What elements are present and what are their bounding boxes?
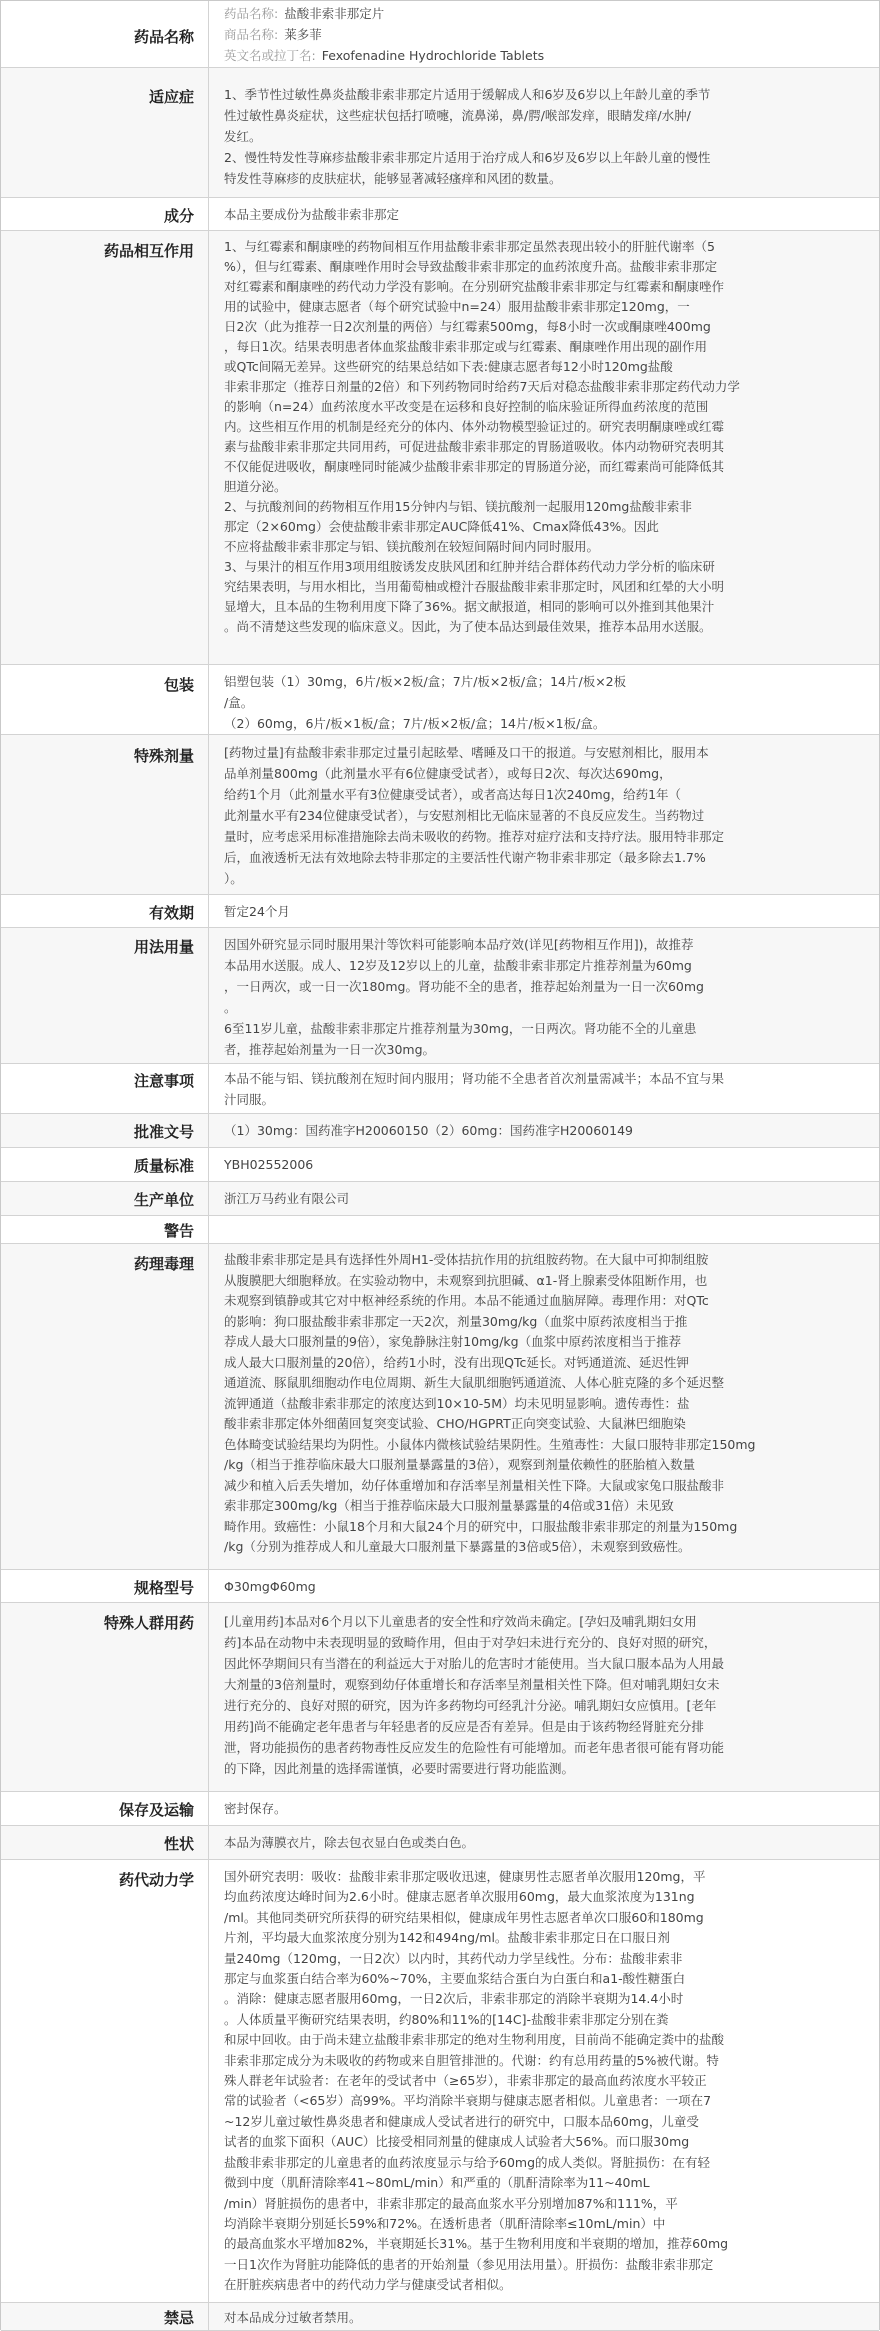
text-line: 常的试验者（<65岁）高99%。平均消除半衰期与健康志愿者相似。儿童患者：一项在7: [224, 2093, 712, 2109]
drug-name-label: 药品名称:: [224, 6, 279, 21]
text-line: [儿童用药]本品对6个月以下儿童患者的安全性和疗效尚未确定。[孕妇及哺乳期妇女用: [224, 1614, 697, 1629]
text-line: 不仅能促进吸收，酮康唑同时能减少盐酸非索非那定的胃肠道分泌，而红霉素尚可能降低其: [224, 459, 725, 474]
special-groups-text: [224, 1611, 867, 1779]
text-line: 2、慢性特发性荨麻疹盐酸非索非那定片适用于治疗成人和6岁及6岁以上年龄儿童的慢性: [224, 150, 711, 165]
paragraph: [224, 1867, 867, 2296]
row-label: 药理毒理: [1, 1244, 209, 1569]
text-line: 流钾通道（盐酸非索非那定的浓度达到10×10-5M）均未见明显影响。遗传毒性：盐: [224, 1395, 690, 1411]
pharmacokinetics-text: [224, 1867, 867, 2296]
text-line: 因此怀孕期间只有当潜在的利益远大于对胎儿的危害时才能使用。当大鼠口服本品为人用最: [224, 1656, 725, 1671]
paragraph: [224, 1250, 867, 1558]
paragraph: [224, 497, 867, 557]
text-line: 因国外研究显示同时服用果汁等饮料可能影响本品疗效(详见[药物相互作用])，故推荐: [224, 937, 694, 952]
special-dose-text: [224, 742, 867, 889]
row-validity: [1, 895, 879, 928]
text-line: 畸作用。致癌性：小鼠18个月和大鼠24个月的研究中，口服盐酸非索非那定的剂量为150mg: [224, 1518, 738, 1534]
text-line: %），但与红霉素、酮康唑作用时会导致盐酸非索非那定的血药浓度升高。盐酸非索非那定: [224, 259, 718, 274]
row-ingredients: [1, 198, 879, 231]
interactions-text: [224, 237, 867, 637]
appearance-text: 本品为薄膜衣片，除去包衣显白色或类白色。: [224, 1835, 475, 1850]
text-line: 片剂，平均最大血浆浓度分别为142和494ng/ml。盐酸非索非那定日在口服日剂: [224, 1930, 670, 1946]
text-line: 特发性荨麻疹的皮肤症状，能够显著减轻瘙痒和风团的数量。: [224, 171, 562, 186]
text-line: 和尿中回收。由于尚未建立盐酸非索非那定的绝对生物利用度，目前尚不能确定粪中的盐酸: [224, 2032, 725, 2048]
text-line: （2）60mg，6片/板×1板/盒；7片/板×2板/盒；14片/板×1板/盒。: [224, 716, 606, 731]
text-line: 本品不能与铝、镁抗酸剂在短时间内服用；肾功能不全患者首次剂量需减半；本品不宜与果: [224, 1071, 725, 1086]
row-label: 有效期: [1, 895, 209, 927]
text-line: 的影响（n=24）血药浓度水平改变是在运移和良好控制的临床验证所得血药浓度的范围: [224, 399, 709, 414]
drug-name: 盐酸非索非那定片: [284, 6, 385, 21]
row-packaging: [1, 665, 879, 735]
text-line: 铝塑包装（1）30mg，6片/板×2板/盒；7片/板×2板/盒；14片/板×2板: [224, 674, 627, 689]
standard-text: YBH02552006: [224, 1157, 314, 1172]
text-line: 非索非那定成分为未吸收的药物或来自胆管排泄的。代谢：约有总用药量的5%被代谢。特: [224, 2052, 719, 2068]
row-label: 药品名称: [1, 1, 209, 67]
text-line: ，每日1次。结果表明患者体血浆盐酸非索非那定或与红霉素、酮康唑作用出现的副作用: [224, 339, 707, 354]
row-label: 警告: [1, 1216, 209, 1243]
row-drug-name: [1, 1, 879, 68]
row-manufacturer: [1, 1182, 879, 1216]
text-line: 的影响：狗口服盐酸非索非那定一天2次，剂量30mg/kg（血浆中原药浓度相当于推: [224, 1313, 688, 1329]
text-line: 通道流、豚鼠肌细胞动作电位周期、新生大鼠肌细胞钙通道流、人体心脏克隆的多个延迟整: [224, 1375, 725, 1390]
row-label: 适应症: [1, 68, 209, 197]
text-line: 本品用水送服。成人、12岁及12岁以上的儿童，盐酸非索非那定片推荐剂量为60mg: [224, 958, 692, 973]
paragraph: [224, 1068, 867, 1110]
text-line: 的最高血浆水平增加82%，半衰期延长31%。基于生物利用度和半衰期的增加，推荐60mg: [224, 2236, 729, 2252]
storage-text: 密封保存。: [224, 1801, 287, 1816]
text-line: 品单剂量800mg（此剂量水平有6位健康受试者），或每日2次、每次达690mg，: [224, 766, 672, 781]
text-line: 1、与红霉素和酮康唑的药物间相互作用盐酸非索非那定虽然表现出较小的肝脏代谢率（5: [224, 239, 715, 254]
row-label: 保存及运输: [1, 1792, 209, 1825]
text-line: 素与盐酸非索非那定共同用药，可促进盐酸非索非那定的胃肠道吸收。体内动物研究表明其: [224, 439, 725, 454]
paragraph: [224, 237, 867, 497]
row-storage: [1, 1792, 879, 1826]
row-label: 规格型号: [1, 1570, 209, 1602]
trade-name-label: 商品名称:: [224, 27, 279, 42]
paragraph: [224, 1018, 867, 1060]
row-spec: [1, 1570, 879, 1603]
text-line: 盐酸非索非那定的儿童患者的血药浓度显示与给予60mg的成人类似。肾脏损伤：在有轻: [224, 2154, 711, 2170]
approval-text: （1）30mg：国药准字H20060150（2）60mg：国药准字H20060149: [224, 1123, 633, 1138]
paragraph: [224, 1611, 867, 1779]
row-label: 药品相互作用: [1, 231, 209, 664]
text-line: 微到中度（肌酐清除率41~80mL/min）和严重的（肌酐清除率为11~40mL: [224, 2175, 650, 2191]
text-line: 对红霉素和酮康唑的药代动力学没有影响。在分别研究盐酸非索非那定与红霉素和酮康唑作: [224, 279, 725, 294]
text-line: 。消除：健康志愿者服用60mg，一日2次后，非索非那定的消除半衰期为14.4小时: [224, 1991, 684, 2007]
text-line: 均消除半衰期分别延长59%和72%。在透析患者（肌酐清除率≤10mL/min）中: [224, 2215, 666, 2231]
row-label: 注意事项: [1, 1064, 209, 1113]
text-line: 此剂量水平有234位健康受试者），与安慰剂相比无临床显著的不良反应发生。当药物过: [224, 808, 705, 823]
text-line: 索非那定300mg/kg（相当于推荐临床最大口服剂量暴露量的4倍或31倍）未见致: [224, 1498, 674, 1513]
row-contraindications: [1, 2303, 879, 2331]
text-line: 成人最大口服剂量的20倍），给药1小时，没有出现QTc延长。对钙通道流、延迟性钾: [224, 1354, 689, 1370]
text-line: 那定与血浆蛋白结合率为60%~70%，主要血浆结合蛋白为白蛋白和a1-酸性糖蛋白: [224, 1971, 686, 1987]
text-line: 者，推荐起始剂量为一日一次30mg。: [224, 1042, 436, 1057]
text-line: 究结果表明，与用水相比，当用葡萄柚或橙汁吞服盐酸非索非那定时，风团和红晕的大小明: [224, 579, 725, 594]
paragraph: [224, 147, 867, 189]
row-label: 特殊剂量: [1, 735, 209, 894]
text-line: 不应将盐酸非索非那定与铝、镁抗酸剂在较短间隔时间内同时服用。: [224, 539, 600, 554]
row-label: 性状: [1, 1826, 209, 1859]
text-line: 发红。: [224, 129, 262, 144]
text-line: 汁同服。: [224, 1092, 275, 1107]
text-line: ~12岁儿童过敏性鼻炎患者和健康成人受试者进行的研究中，口服本品60mg，儿童受: [224, 2113, 699, 2129]
row-label: 禁忌: [1, 2303, 209, 2330]
text-line: 一日1次作为肾脏功能降低的患者的开始剂量（参见用法用量）。肝损伤：盐酸非索非那定: [224, 2256, 714, 2272]
row-interactions: [1, 231, 879, 665]
row-label: 成分: [1, 198, 209, 230]
pharmacology-text: [224, 1250, 867, 1558]
text-line: 或QTc间隔无差异。这些研究的结果总结如下表:健康志愿者每12小时120mg盐酸: [224, 359, 673, 374]
text-line: 日2次（此为推荐一日2次剂量的两倍）与红霉素500mg，每8小时一次或酮康唑400mg: [224, 319, 711, 334]
text-line: 国外研究表明：吸收：盐酸非索非那定吸收迅速，健康男性志愿者单次服用120mg，平: [224, 1869, 706, 1884]
text-line: 减少和植入后丢失增加，幼仔体重增加和存活率呈剂量相关性下降。大鼠或家兔口服盐酸非: [224, 1477, 725, 1493]
text-line: 大剂量的3倍剂量时，观察到幼仔体重增长和存活率呈剂量相关性下降。但对哺乳期妇女未: [224, 1677, 720, 1692]
row-label: 包装: [1, 665, 209, 734]
row-label: 药代动力学: [1, 1860, 209, 2302]
row-label: 用法用量: [1, 928, 209, 1063]
text-line: 胆道分泌。: [224, 479, 287, 494]
paragraph: [224, 934, 867, 1018]
row-usage: [1, 928, 879, 1064]
text-line: 均血药浓度达峰时间为2.6小时。健康志愿者单次服用60mg，最大血浆浓度为131ng: [224, 1889, 695, 1905]
text-line: /min）肾脏损伤的患者中，非索非那定的最高血浆水平分别增加87%和111%，平: [224, 2195, 678, 2211]
text-line: 量时，应考虑采用标准措施除去尚未吸收的药物。推荐对症疗法和支持疗法。服用特非那定: [224, 829, 725, 844]
text-line: 后，血液透析无法有效地除去特非那定的主要活性代谢产物非索非那定（最多除去1.7%: [224, 850, 706, 865]
indications-text: [224, 84, 867, 189]
text-line: /kg（分别为推荐成人和儿童最大口服剂量下暴露量的3倍或5倍），未观察到致癌性。: [224, 1539, 691, 1554]
row-standard: [1, 1148, 879, 1182]
text-line: 。尚不清楚这些发现的临床意义。因此，为了使本品达到最佳效果，推荐本品用水送服。: [224, 619, 712, 634]
text-line: 的下降，因此剂量的选择需谨慎，必要时需要进行肾功能监测。: [224, 1761, 575, 1776]
ingredients-text: 本品主要成份为盐酸非索非那定: [224, 207, 400, 222]
text-line: ，一日两次，或一日一次180mg。肾功能不全的患者，推荐起始剂量为一日一次60mg: [224, 979, 704, 994]
text-line: 殊人群老年试验者：在老年的受试者中（≥65岁），非索非那定的最高血药浓度水平较正: [224, 2073, 707, 2089]
row-pharmacokinetics: [1, 1860, 879, 2303]
text-line: /盒。: [224, 695, 254, 710]
text-line: 酸非索非那定体外细菌回复突变试验、CHO/HGPRT正向突变试验、大鼠淋巴细胞染: [224, 1416, 686, 1431]
text-line: 量240mg（120mg，一日2次）以内时，其药代动力学呈线性。分布：盐酸非索非: [224, 1950, 683, 1966]
validity-text: 暂定24个月: [224, 904, 290, 919]
text-line: 用药]尚不能确定老年患者与年轻患者的反应是否有差异。但是由于该药物经肾脏充分排: [224, 1719, 704, 1734]
contraindications-text: 对本品成分过敏者禁用。: [224, 2310, 362, 2325]
row-appearance: [1, 1826, 879, 1860]
text-line: 未观察到镇静或其它对中枢神经系统的作用。本品不能通过血脑屏障。毒理作用：对QTc: [224, 1293, 709, 1308]
text-line: 在肝脏疾病患者中的药代动力学与健康受试者相似。: [224, 2277, 512, 2293]
text-line: 泄，肾功能损伤的患者药物毒性反应发生的危险性有可能增加。而老年患者很可能有肾功能: [224, 1740, 725, 1755]
text-line: 内。这些相互作用的机制是经充分的体内、体外动物模型验证过的。研究表明酮康唑或红霉: [224, 419, 725, 434]
paragraph: [224, 557, 867, 637]
text-line: /ml。其他同类研究所获得的研究结果相似，健康成年男性志愿者单次口服60和180mg: [224, 1909, 704, 1925]
text-line: 荐成人最大口服剂量的9倍），家兔静脉注射10mg/kg（血浆中原药浓度相当于推荐: [224, 1334, 682, 1349]
trade-name: 莱多菲: [284, 27, 322, 42]
row-special-groups: [1, 1603, 879, 1792]
row-warning: [1, 1216, 879, 1244]
text-line: 从腹膜肥大细胞释放。在实验动物中，未观察到抗胆碱、α1-肾上腺素受体阻断作用，也: [224, 1272, 708, 1288]
text-line: 试者的血浆下面积（AUC）比接受相同剂量的健康成人试验者大56%。而口服30mg: [224, 2134, 690, 2150]
text-line: 进行充分的、良好对照的研究，因为许多药物均可经乳汁分泌。哺乳期妇女应慎用。[老年: [224, 1698, 717, 1713]
row-label: 批准文号: [1, 1114, 209, 1147]
row-label: 生产单位: [1, 1182, 209, 1215]
english-name-label: 英文名或拉丁名:: [224, 48, 316, 63]
paragraph: [224, 671, 867, 713]
row-precautions: [1, 1064, 879, 1114]
text-line: 盐酸非索非那定是具有选择性外周H1-受体拮抗作用的抗组胺药物。在大鼠中可抑制组胺: [224, 1252, 709, 1267]
text-line: 1、季节性过敏性鼻炎盐酸非索非那定片适用于缓解成人和6岁及6岁以上年龄儿童的季节: [224, 87, 711, 102]
text-line: 药]本品在动物中未表现明显的致畸作用，但由于对孕妇未进行充分的、良好对照的研究，: [224, 1635, 717, 1650]
row-indications: [1, 68, 879, 198]
text-line: [药物过量]有盐酸非索非那定过量引起眩晕、嗜睡及口干的报道。与安慰剂相比，服用本: [224, 745, 709, 760]
english-name: Fexofenadine Hydrochloride Tablets: [321, 48, 545, 63]
packaging-text: [224, 671, 867, 734]
text-line: 性过敏性鼻炎症状，这些症状包括打喷嚏，流鼻涕，鼻/腭/喉部发痒，眼睛发痒/水肿/: [224, 108, 691, 123]
row-special-dose: [1, 735, 879, 895]
row-pharmacology: [1, 1244, 879, 1570]
text-line: 。人体质量平衡研究结果表明，约80%和11%的[14C]-盐酸非索非那定分别在粪: [224, 2011, 669, 2027]
text-line: 用的试验中，健康志愿者（每个研究试验中n=24）服用盐酸非索非那定120mg，一: [224, 299, 690, 314]
paragraph: [224, 713, 867, 734]
text-line: 6至11岁儿童，盐酸非索非那定片推荐剂量为30mg，一日两次。肾功能不全的儿童患: [224, 1021, 697, 1036]
text-line: ）。: [224, 871, 243, 886]
paragraph: [224, 742, 867, 889]
text-line: 给药1个月（此剂量水平有3位健康受试者），或者高达每日1次240mg，给药1年（: [224, 787, 682, 802]
paragraph: [224, 84, 867, 147]
text-line: /kg（相当于推荐临床最大口服剂量暴露量的3倍），观察到剂量依赖性的胚胎植入数量: [224, 1457, 696, 1472]
text-line: 色体畸变试验结果均为阴性。小鼠体内微核试验结果阴性。生殖毒性：大鼠口服特非那定150mg: [224, 1436, 756, 1452]
text-line: 显增大，且本品的生物利用度下降了36%。据文献报道，相同的影响可以外推到其他果汁: [224, 599, 715, 614]
text-line: 2、与抗酸剂间的药物相互作用15分钟内与铝、镁抗酸剂一起服用120mg盐酸非索非: [224, 499, 692, 514]
row-label: 质量标准: [1, 1148, 209, 1181]
text-line: 非索非那定（推荐日剂量的2倍）和下列药物同时给药7天后对稳态盐酸非索非那定药代动力学: [224, 379, 740, 394]
usage-text: [224, 934, 867, 1060]
precautions-text: [224, 1068, 867, 1110]
text-line: 那定（2×60mg）会使盐酸非索非那定AUC降低41%、Cmax降低43%。因此: [224, 519, 659, 534]
text-line: 3、与果汁的相互作用3项用组胺诱发皮肤风团和红肿并结合群体药代动力学分析的临床研: [224, 559, 715, 574]
spec-text: Φ30mgΦ60mg: [224, 1579, 316, 1594]
text-line: 。: [224, 1000, 237, 1015]
manufacturer-text: 浙江万马药业有限公司: [224, 1191, 350, 1206]
row-label: 特殊人群用药: [1, 1603, 209, 1791]
row-approval: [1, 1114, 879, 1148]
